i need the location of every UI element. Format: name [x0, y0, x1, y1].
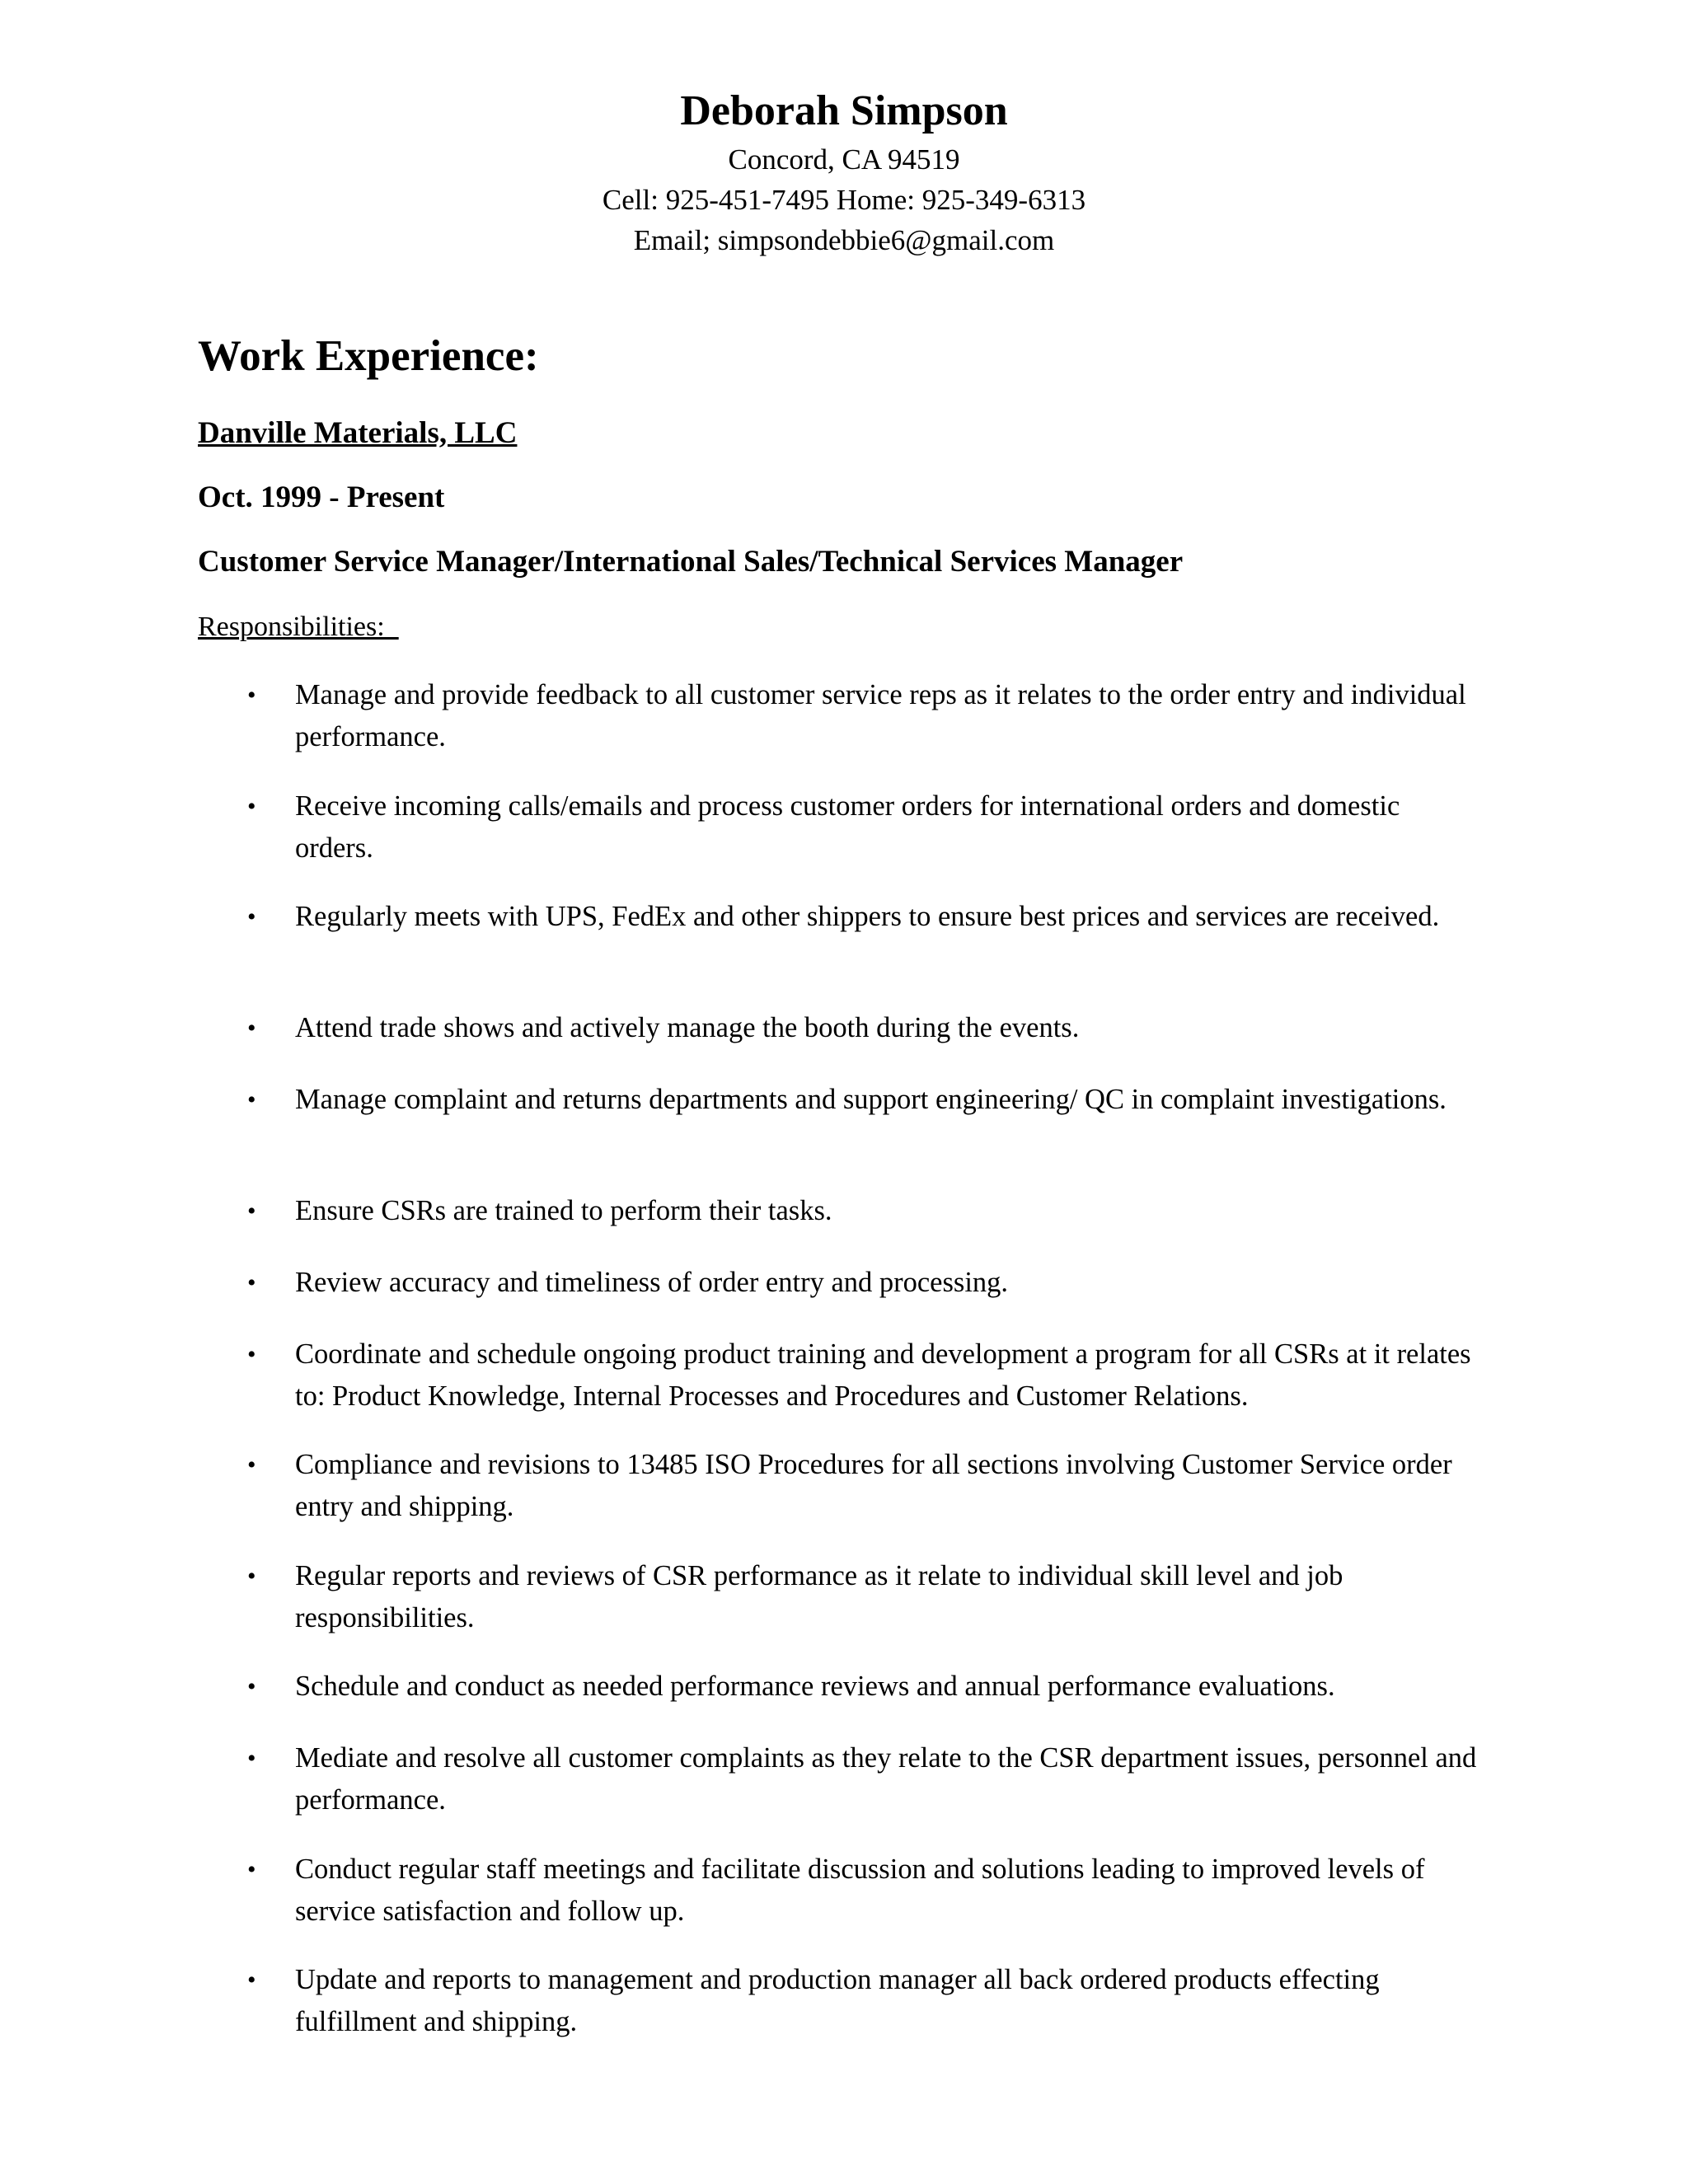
list-item — [247, 1333, 1484, 1418]
list-item-text: Manage and provide feedback to all customer service reps as it relates to the order entry and individual performance. — [295, 679, 1466, 752]
list-item — [247, 785, 1484, 869]
bullet-icon: • — [247, 1086, 256, 1113]
list-item — [247, 1666, 1484, 1708]
list-item-text: Review accuracy and timeliness of order entry and processing. — [295, 1267, 1009, 1298]
bullet-icon: • — [247, 1451, 256, 1479]
company-name: Danville Materials, LLC — [198, 416, 518, 450]
list-item-text: Manage complaint and returns departments and support engineering/ QC in complaint investigations. — [295, 1084, 1447, 1115]
list-item-text: Conduct regular staff meetings and facilitate discussion and solutions leading to improved levels of service satisfaction and follow up. — [295, 1854, 1425, 1927]
address: Concord, CA 94519 — [728, 143, 960, 176]
list-item — [247, 1444, 1484, 1528]
list-item — [247, 1190, 1484, 1232]
list-item-text: Coordinate and schedule ongoing product training and development a program for all CSRs at it relates to: Product Knowledge, Internal Processes and Procedures and Customer Relations. — [295, 1338, 1471, 1412]
phone-numbers: Cell: 925-451-7495 Home: 925-349-6313 — [602, 184, 1086, 216]
list-item — [247, 1079, 1484, 1121]
candidate-name: Deborah Simpson — [680, 87, 1008, 134]
bullet-icon: • — [247, 1341, 256, 1368]
email: Email; simpsondebbie6@gmail.com — [633, 224, 1055, 256]
bullet-icon: • — [247, 1015, 256, 1042]
bullet-icon: • — [247, 682, 256, 709]
bullet-icon: • — [247, 1269, 256, 1296]
list-item-text: Regularly meets with UPS, FedEx and other shippers to ensure best prices and services are received. — [295, 901, 1440, 932]
bullet-icon: • — [247, 1563, 256, 1590]
list-item-text: Update and reports to management and production manager all back ordered products effecting fulfillment and shipping. — [295, 1964, 1380, 2037]
employment-dates: Oct. 1999 - Present — [198, 480, 445, 514]
list-item — [247, 674, 1484, 758]
list-item-text: Receive incoming calls/emails and process customer orders for international orders and domestic orders. — [295, 790, 1400, 864]
list-item-text: Attend trade shows and actively manage the booth during the events. — [295, 1012, 1080, 1043]
section-title-work-experience: Work Experience: — [198, 332, 539, 380]
list-item — [247, 1555, 1484, 1639]
list-item — [247, 1262, 1484, 1304]
bullet-icon: • — [247, 1673, 256, 1700]
job-title: Customer Service Manager/International Sales/Technical Services Manager — [198, 545, 1184, 579]
bullet-icon: • — [247, 1856, 256, 1883]
bullet-icon: • — [247, 793, 256, 820]
list-item-text: Schedule and conduct as needed performance reviews and annual performance evaluations. — [295, 1671, 1335, 1702]
list-item — [247, 1959, 1484, 2043]
bullet-icon: • — [247, 1197, 256, 1225]
list-item-text: Mediate and resolve all customer complaints as they relate to the CSR department issues, personnel and performance. — [295, 1742, 1477, 1816]
list-item-text: Ensure CSRs are trained to perform their tasks. — [295, 1195, 832, 1226]
list-item-text: Regular reports and reviews of CSR performance as it relate to individual skill level and job responsibilities. — [295, 1560, 1343, 1633]
list-item — [247, 1007, 1484, 1049]
bullet-icon: • — [247, 1745, 256, 1772]
bullet-icon: • — [247, 1966, 256, 1994]
list-item-text: Compliance and revisions to 13485 ISO Procedures for all sections involving Customer Service order entry and shipping. — [295, 1449, 1452, 1522]
list-item — [247, 1737, 1484, 1821]
list-item — [247, 1849, 1484, 1933]
bullet-icon: • — [247, 903, 256, 930]
responsibilities-label: Responsibilities: — [198, 612, 399, 642]
list-item — [247, 896, 1484, 938]
